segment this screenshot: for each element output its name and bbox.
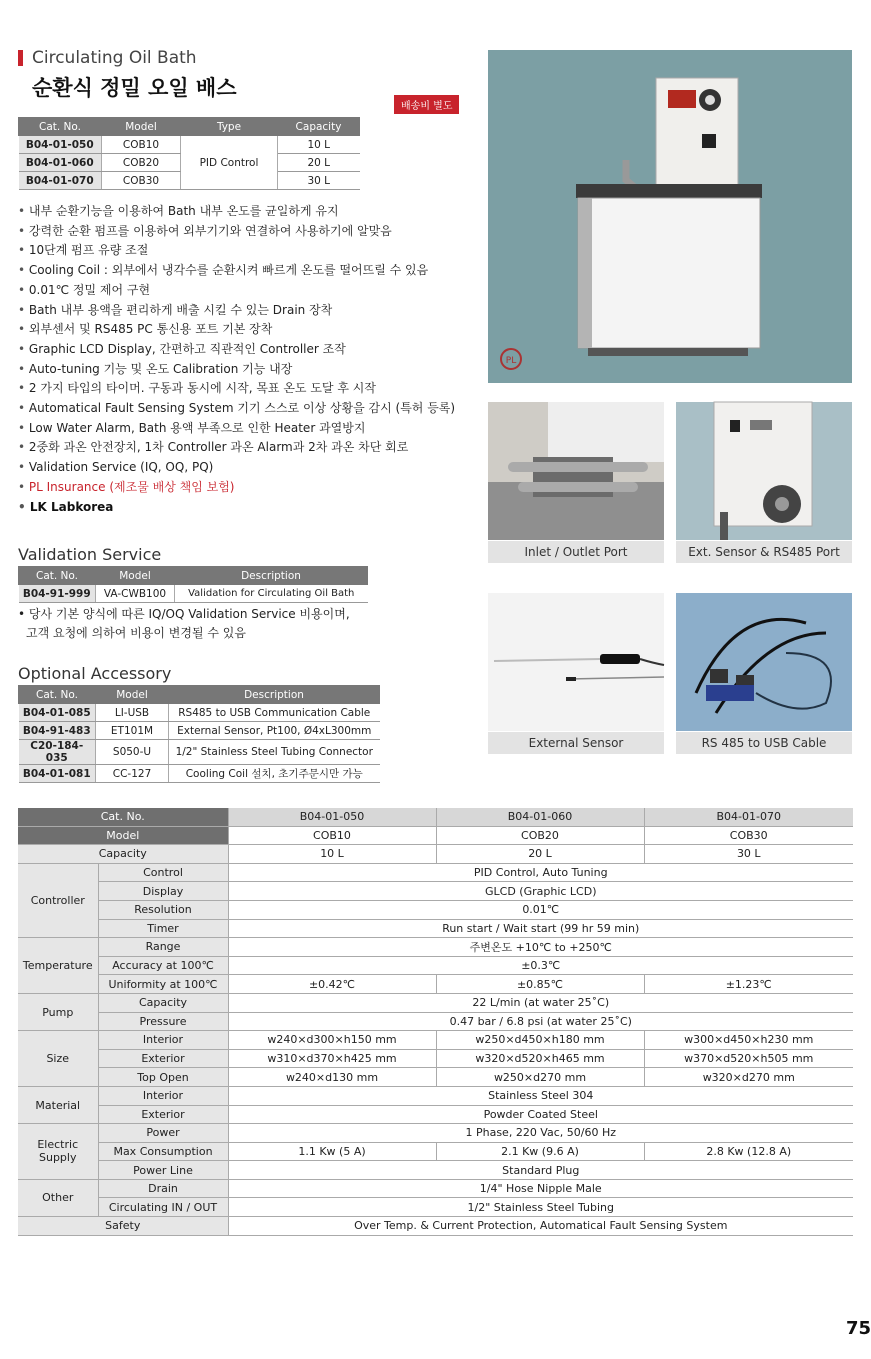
- spec-label: Accuracy at 100℃: [98, 956, 228, 975]
- col-cat-no: Cat. No.: [19, 567, 96, 585]
- spec-row: [18, 1086, 853, 1105]
- col-description: Description: [175, 567, 368, 585]
- spec-label: Circulating IN / OUT: [98, 1198, 228, 1217]
- spec-value: w320×d520×h465 mm: [436, 1049, 644, 1068]
- spec-value: 22 L/min (at water 25˚C): [228, 993, 853, 1012]
- spec-label: Max Consumption: [98, 1142, 228, 1161]
- spec-label: Interior: [98, 1086, 228, 1105]
- spec-value: ±0.42℃: [228, 975, 436, 994]
- cat-no: B04-01-085: [19, 704, 96, 722]
- spec-value: B04-01-070: [644, 808, 853, 826]
- spec-label: Cat. No.: [18, 808, 228, 826]
- spec-value: COB30: [644, 826, 853, 845]
- spec-value: 1/4" Hose Nipple Male: [228, 1179, 853, 1198]
- cat-no: B04-91-999: [19, 585, 96, 603]
- cat-no: C20-184-035: [19, 740, 96, 765]
- spec-label: Power Line: [98, 1161, 228, 1180]
- validation-title: Validation Service: [18, 545, 162, 564]
- shipping-badge: 배송비 별도: [394, 95, 459, 114]
- spec-row: [18, 975, 853, 994]
- model: COB20: [102, 154, 181, 172]
- spec-value: w250×d450×h180 mm: [436, 1031, 644, 1050]
- spec-group: Other: [18, 1179, 98, 1216]
- spec-value: w370×d520×h505 mm: [644, 1049, 853, 1068]
- spec-label: Top Open: [98, 1068, 228, 1087]
- feature-item: • 10단계 펌프 유량 조절: [18, 241, 478, 261]
- validation-note: • 당사 기본 양식에 따른 IQ/OQ Validation Service 비용이며, 고객 요청에 의하여 비용이 변경될 수 있음: [18, 605, 350, 643]
- spec-value: ±1.23℃: [644, 975, 853, 994]
- spec-label: Drain: [98, 1179, 228, 1198]
- spec-value: w320×d270 mm: [644, 1068, 853, 1087]
- spec-value: Powder Coated Steel: [228, 1105, 853, 1124]
- capacity: 10 L: [278, 136, 360, 154]
- title-accent-bar: [18, 50, 23, 66]
- inlet-outlet-photo: [488, 402, 664, 540]
- spec-value: COB10: [228, 826, 436, 845]
- note-line: 고객 요청에 의하여 비용이 변경될 수 있음: [26, 626, 246, 640]
- model: S050-U: [96, 740, 169, 765]
- spec-row: [18, 1124, 853, 1143]
- caption-rs485-usb: RS 485 to USB Cable: [676, 732, 852, 754]
- spec-value: w300×d450×h230 mm: [644, 1031, 853, 1050]
- col-model: Model: [96, 686, 169, 704]
- spec-row: [18, 900, 853, 919]
- feature-item: • Bath 내부 용액을 편리하게 배출 시킬 수 있는 Drain 장착: [18, 301, 478, 321]
- description: 1/2" Stainless Steel Tubing Connector: [169, 740, 380, 765]
- spec-row: [18, 1198, 853, 1217]
- note-line: 당사 기본 양식에 따른 IQ/OQ Validation Service 비용이며,: [28, 607, 350, 621]
- model: ET101M: [96, 722, 169, 740]
- spec-group: Size: [18, 1031, 98, 1087]
- spec-value: GLCD (Graphic LCD): [228, 882, 853, 901]
- description: Cooling Coil 설치, 초기주문시만 가능: [169, 765, 380, 783]
- pl-mark-label: PL: [505, 356, 517, 366]
- spec-row: [18, 1049, 853, 1068]
- spec-value: Standard Plug: [228, 1161, 853, 1180]
- spec-label: Exterior: [98, 1049, 228, 1068]
- spec-value: 30 L: [644, 845, 853, 864]
- table-row: [19, 722, 380, 740]
- spec-value: 20 L: [436, 845, 644, 864]
- usb-cable-illustration: [676, 593, 852, 731]
- feature-item: • Cooling Coil : 외부에서 냉각수를 순환시켜 빠르게 온도를 떨어뜨릴 수 있음: [18, 261, 478, 281]
- col-description: Description: [169, 686, 380, 704]
- spec-label: Model: [18, 826, 228, 845]
- description: Validation for Circulating Oil Bath: [175, 585, 368, 603]
- spec-row: [18, 863, 853, 882]
- spec-value: 1.1 Kw (5 A): [228, 1142, 436, 1161]
- ext-sensor-port-photo: [676, 402, 852, 540]
- model: LI-USB: [96, 704, 169, 722]
- spec-value: Over Temp. & Current Protection, Automatical Fault Sensing System: [228, 1217, 853, 1236]
- table-row: [19, 740, 380, 765]
- feature-item: • 내부 순환기능을 이용하여 Bath 내부 온도를 균일하게 유지: [18, 202, 478, 222]
- spec-label: Safety: [18, 1217, 228, 1236]
- feature-item: • 0.01℃ 정밀 제어 구현: [18, 281, 478, 301]
- product-title-en: Circulating Oil Bath: [32, 48, 197, 68]
- table-row: [19, 136, 360, 154]
- sensor-probe-illustration: [488, 593, 664, 731]
- spec-label: Timer: [98, 919, 228, 938]
- page-number: 75: [846, 1318, 871, 1339]
- capacity: 20 L: [278, 154, 360, 172]
- spec-label: Capacity: [18, 845, 228, 864]
- col-cat-no: Cat. No.: [19, 686, 96, 704]
- spec-row-cat: [18, 808, 853, 826]
- description: External Sensor, Pt100, Ø4xL300mm: [169, 722, 380, 740]
- spec-row: [18, 1012, 853, 1031]
- spec-row: [18, 1217, 853, 1236]
- spec-value: Run start / Wait start (99 hr 59 min): [228, 919, 853, 938]
- external-sensor-photo: [488, 593, 664, 731]
- spec-row: [18, 956, 853, 975]
- spec-group: Temperature: [18, 938, 98, 994]
- spec-label: Display: [98, 882, 228, 901]
- spec-label: Interior: [98, 1031, 228, 1050]
- spec-group: Controller: [18, 863, 98, 937]
- cat-no: B04-01-081: [19, 765, 96, 783]
- inlet-outlet-illustration: [488, 402, 664, 540]
- product-photo: [488, 50, 852, 383]
- accessory-table: [18, 685, 380, 783]
- spec-row: [18, 938, 853, 957]
- spec-value: Stainless Steel 304: [228, 1086, 853, 1105]
- col-cat-no: Cat. No.: [19, 118, 102, 136]
- spec-value: 10 L: [228, 845, 436, 864]
- cat-no: B04-01-050: [19, 136, 102, 154]
- spec-label: Resolution: [98, 900, 228, 919]
- caption-inlet-outlet: Inlet / Outlet Port: [488, 541, 664, 563]
- spec-value: B04-01-050: [228, 808, 436, 826]
- spec-group: Pump: [18, 993, 98, 1030]
- spec-row: [18, 993, 853, 1012]
- spec-label: Power: [98, 1124, 228, 1143]
- spec-value: 2.8 Kw (12.8 A): [644, 1142, 853, 1161]
- spec-row: [18, 1068, 853, 1087]
- spec-row: [18, 1179, 853, 1198]
- spec-row: [18, 1031, 853, 1050]
- validation-table: [18, 566, 368, 603]
- feature-item: • Auto-tuning 기능 및 온도 Calibration 기능 내장: [18, 360, 478, 380]
- feature-item: • Graphic LCD Display, 간편하고 직관적인 Controller 조작: [18, 340, 478, 360]
- col-capacity: Capacity: [278, 118, 360, 136]
- spec-value: B04-01-060: [436, 808, 644, 826]
- rs485-usb-cable-photo: [676, 593, 852, 731]
- table-row: [19, 765, 380, 783]
- col-model: Model: [96, 567, 175, 585]
- model: CC-127: [96, 765, 169, 783]
- spec-value: 1/2" Stainless Steel Tubing: [228, 1198, 853, 1217]
- feature-item-labkorea: • LK Labkorea: [18, 498, 478, 518]
- feature-item: • 강력한 순환 펌프를 이용하여 외부기기와 연결하여 사용하기에 알맞음: [18, 222, 478, 242]
- product-title-ko: 순환식 정밀 오일 배스: [32, 76, 237, 100]
- feature-item: • Low Water Alarm, Bath 용액 부족으로 인한 Heater 과열방지: [18, 419, 478, 439]
- cat-no: B04-01-070: [19, 172, 102, 190]
- spec-value: w240×d300×h150 mm: [228, 1031, 436, 1050]
- spec-row: [18, 1105, 853, 1124]
- spec-row: [18, 1161, 853, 1180]
- rear-panel-illustration: [676, 402, 852, 540]
- spec-value: w240×d130 mm: [228, 1068, 436, 1087]
- model: COB30: [102, 172, 181, 190]
- cat-no: B04-01-060: [19, 154, 102, 172]
- description: RS485 to USB Communication Cable: [169, 704, 380, 722]
- feature-item: • Automatical Fault Sensing System 기기 스스로 이상 상황을 감시 (특허 등록): [18, 399, 478, 419]
- model: VA-CWB100: [96, 585, 175, 603]
- feature-item-pl-insurance: • PL Insurance (제조물 배상 책임 보험): [18, 478, 478, 498]
- spec-value: ±0.3℃: [228, 956, 853, 975]
- col-model: Model: [102, 118, 181, 136]
- capacity: 30 L: [278, 172, 360, 190]
- feature-item: • 외부센서 및 RS485 PC 통신용 포트 기본 장착: [18, 320, 478, 340]
- model-table: [18, 117, 360, 190]
- caption-external-sensor: External Sensor: [488, 732, 664, 754]
- spec-value: 0.47 bar / 6.8 psi (at water 25˚C): [228, 1012, 853, 1031]
- type: PID Control: [181, 136, 278, 190]
- spec-row-capacity: [18, 845, 853, 864]
- spec-row: [18, 882, 853, 901]
- feature-item: • 2 가지 타입의 타이머. 구동과 동시에 시작, 목표 온도 도달 후 시작: [18, 379, 478, 399]
- spec-row: [18, 1142, 853, 1161]
- spec-label: Exterior: [98, 1105, 228, 1124]
- oil-bath-illustration: [488, 50, 852, 383]
- accessory-title: Optional Accessory: [18, 664, 172, 683]
- spec-group: Electric Supply: [18, 1124, 98, 1180]
- spec-value: 주변온도 +10℃ to +250℃: [228, 938, 853, 957]
- spec-row-model: [18, 826, 853, 845]
- spec-label: Range: [98, 938, 228, 957]
- spec-value: 2.1 Kw (9.6 A): [436, 1142, 644, 1161]
- feature-item: • Validation Service (IQ, OQ, PQ): [18, 458, 478, 478]
- col-type: Type: [181, 118, 278, 136]
- table-row: [19, 585, 368, 603]
- spec-value: COB20: [436, 826, 644, 845]
- spec-table: [18, 808, 853, 1236]
- spec-value: 0.01℃: [228, 900, 853, 919]
- spec-value: 1 Phase, 220 Vac, 50/60 Hz: [228, 1124, 853, 1143]
- spec-value: w310×d370×h425 mm: [228, 1049, 436, 1068]
- spec-value: ±0.85℃: [436, 975, 644, 994]
- model: COB10: [102, 136, 181, 154]
- spec-label: Uniformity at 100℃: [98, 975, 228, 994]
- table-row: [19, 704, 380, 722]
- spec-label: Pressure: [98, 1012, 228, 1031]
- feature-item: • 2중화 과온 안전장치, 1차 Controller 과온 Alarm과 2차 과온 차단 회로: [18, 438, 478, 458]
- spec-row: [18, 919, 853, 938]
- spec-value: w250×d270 mm: [436, 1068, 644, 1087]
- spec-value: PID Control, Auto Tuning: [228, 863, 853, 882]
- spec-label: Control: [98, 863, 228, 882]
- spec-group: Material: [18, 1086, 98, 1123]
- feature-list: [18, 202, 478, 517]
- spec-label: Capacity: [98, 993, 228, 1012]
- cat-no: B04-91-483: [19, 722, 96, 740]
- caption-ext-sensor-rs485: Ext. Sensor & RS485 Port: [676, 541, 852, 563]
